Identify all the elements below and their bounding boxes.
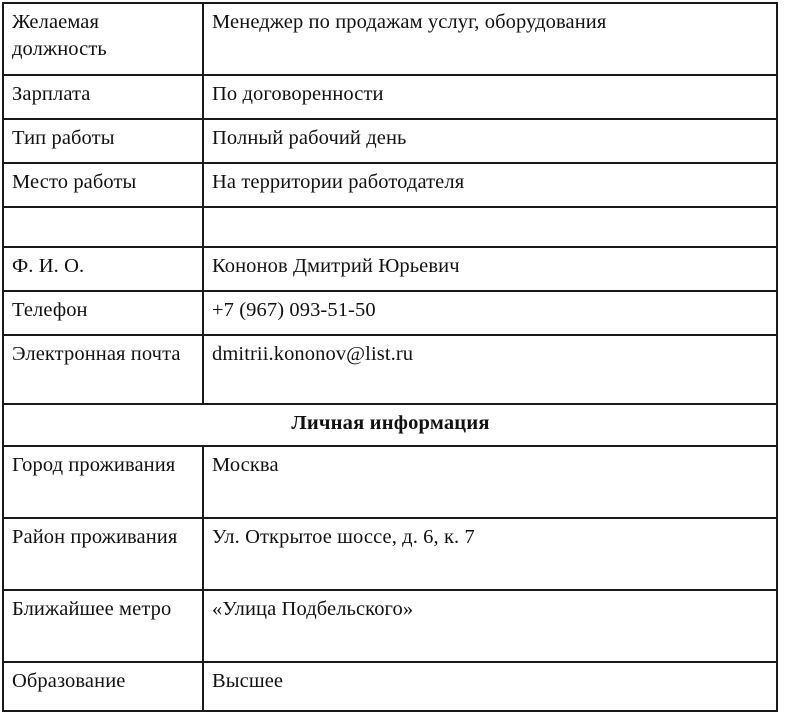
table-row [3,3,777,75]
field-value: +7 (967) 093-51-50 [203,291,777,335]
table-row [3,247,777,291]
field-label: Образование [3,662,203,711]
field-label: Район проживания [3,518,203,590]
table-row [3,291,777,335]
field-value: На территории работодателя [203,163,777,207]
spacer-cell-label [3,207,203,247]
field-value: Менеджер по продажам услуг, оборудования [203,3,777,75]
field-value: Полный рабочий день [203,119,777,163]
section-heading-row [3,404,777,446]
field-label: Электронная почта [3,335,203,404]
table-row [3,446,777,518]
table-row [3,163,777,207]
table-row [3,207,777,247]
spacer-cell-value [203,207,777,247]
table-row [3,590,777,662]
field-value: По договоренности [203,75,777,119]
table-row [3,335,777,404]
field-label: Зарплата [3,75,203,119]
field-value: Высшее [203,662,777,711]
field-value: Москва [203,446,777,518]
field-label: Желаемая должность [3,3,203,75]
table-row [3,662,777,711]
field-value: «Улица Подбельского» [203,590,777,662]
field-label: Ближайшее метро [3,590,203,662]
field-label: Телефон [3,291,203,335]
field-value: dmitrii.kononov@list.ru [203,335,777,404]
field-label: Место работы [3,163,203,207]
field-value: Ул. Открытое шоссе, д. 6, к. 7 [203,518,777,590]
resume-table-body [3,3,777,711]
field-label: Город проживания [3,446,203,518]
section-heading-text: Личная информация [3,404,777,446]
field-value: Кононов Дмитрий Юрьевич [203,247,777,291]
resume-table [2,2,778,712]
table-row [3,518,777,590]
field-label: Тип работы [3,119,203,163]
table-row [3,119,777,163]
field-label: Ф. И. О. [3,247,203,291]
table-row [3,75,777,119]
